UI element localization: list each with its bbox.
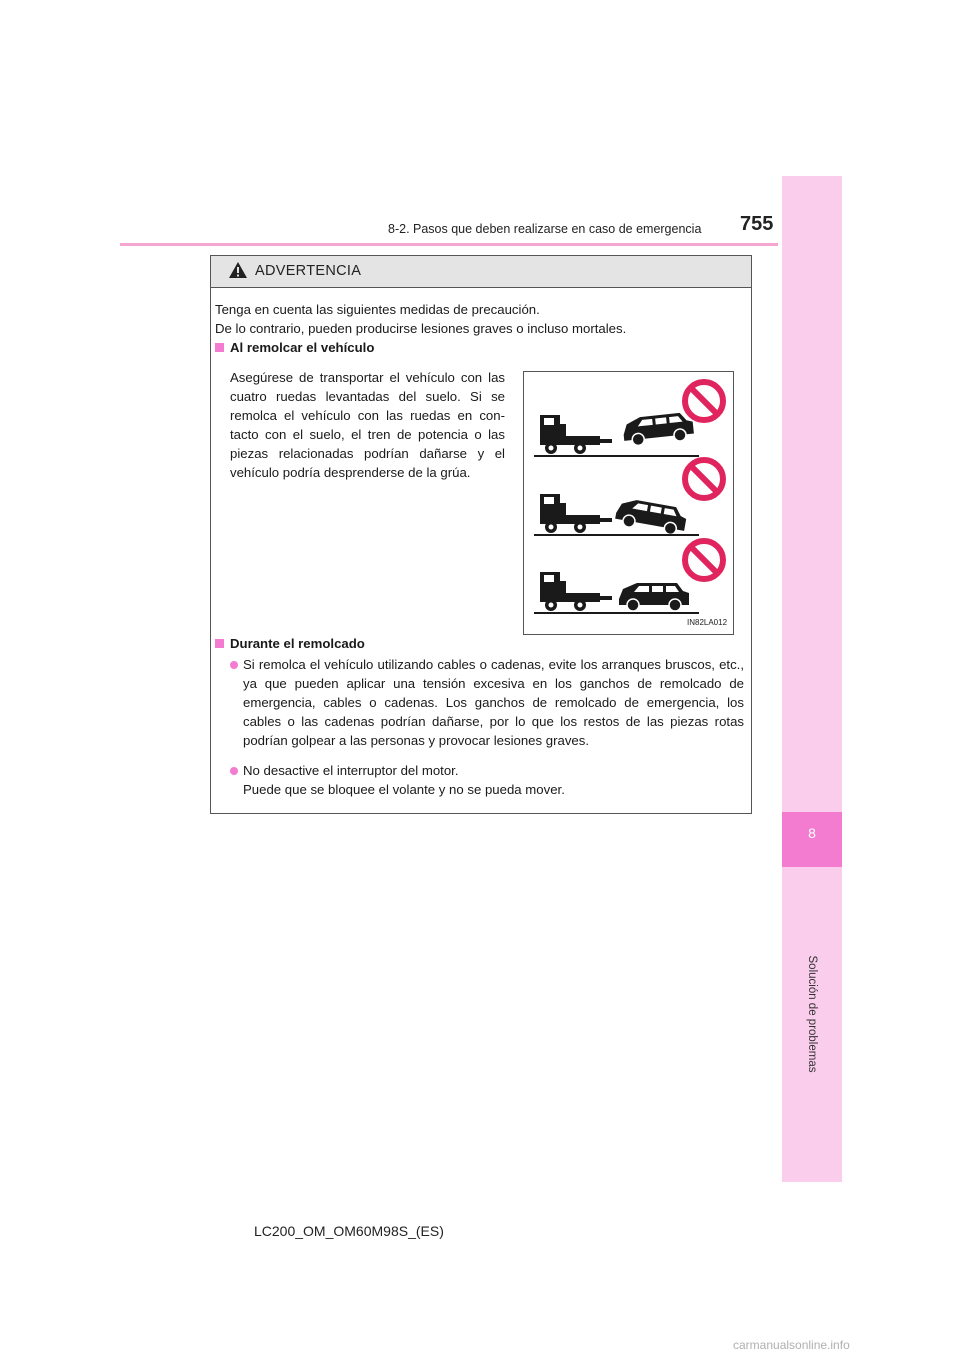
figure-code: IN82LA012 <box>687 618 728 627</box>
square-bullet-icon <box>215 639 224 648</box>
list-item-line-1: No desactive el interruptor del motor. <box>243 763 459 778</box>
square-bullet-icon <box>215 343 224 352</box>
header-divider <box>120 243 778 246</box>
warning-header <box>211 256 751 288</box>
watermark-text: carmanualsonline.info <box>733 1338 850 1352</box>
tow-truck-illustration <box>524 372 733 634</box>
section-title: 8-2. Pasos que deben realizarse en caso de emergencia <box>388 222 702 236</box>
intro-line-1: Tenga en cuenta las siguientes medidas de precaución. <box>215 302 540 317</box>
list-item <box>230 761 744 799</box>
chapter-number: 8 <box>808 825 816 841</box>
round-bullet-icon <box>230 767 238 775</box>
list-item <box>230 655 744 750</box>
warning-intro <box>215 300 745 338</box>
page-number: 755 <box>740 213 774 235</box>
warning-box <box>210 255 752 814</box>
round-bullet-icon <box>230 661 238 669</box>
intro-line-2: De lo contrario, pueden producirse lesiones graves o incluso mortales. <box>215 321 627 336</box>
chapter-title: Solución de problemas <box>806 955 818 1073</box>
document-id: LC200_OM_OM60M98S_(ES) <box>254 1223 444 1239</box>
section-heading-during-towing: Durante el remolcado <box>215 636 365 651</box>
list-item-text: Si remolca el vehículo utilizando cables o cadenas, evite los arranques bruscos, etc., ya que pueden aplicar una tensión excesiva en los ganchos de remolcado de emergencia, cables o cadenas. Los ganchos de remolcado de emergencia, los cables o las cadenas podrían dañarse, por lo que los restos de las piezas rotas podrían golpear a las personas y provocar lesiones graves. <box>243 657 744 748</box>
list-item-line-2: Puede que se bloquee el volante y no se pueda mover. <box>243 782 565 797</box>
list-item-text <box>243 761 744 799</box>
warning-title: ADVERTENCIA <box>255 263 362 279</box>
warning-triangle-icon <box>228 261 248 279</box>
towing-illustration <box>523 371 734 635</box>
towing-paragraph: Asegúrese de transportar el vehículo con las cuatro ruedas levantadas del suelo. Si se remolca el vehículo con las ruedas en con-tacto con el suelo, el tren de potencia o las piezas relacionadas podrían dañarse y el vehículo podría desprenderse de la grúa. <box>230 370 505 480</box>
section-heading-towing: Al remolcar el vehículo <box>215 340 374 355</box>
